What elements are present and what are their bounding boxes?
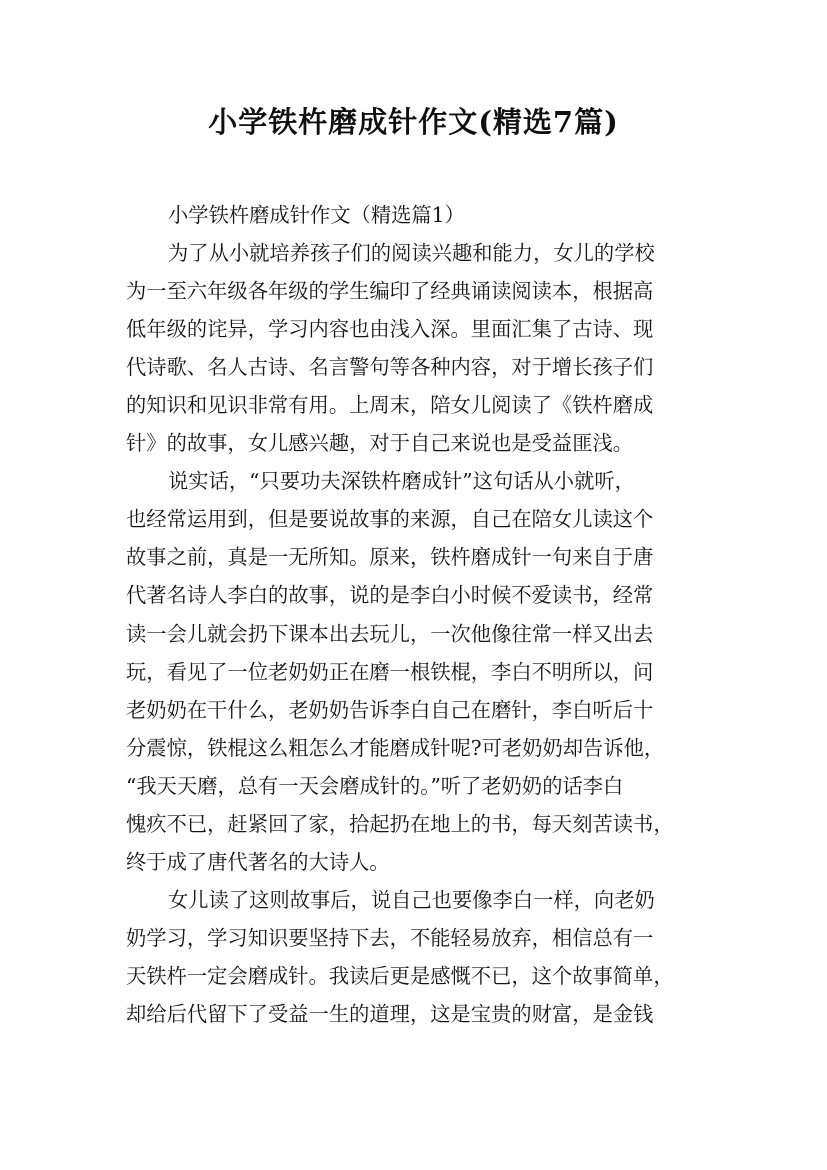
paragraph-line: 奶学习，学习知识要坚持下去，不能轻易放弃，相信总有一 xyxy=(126,925,654,950)
paragraph-line: 低年级的诧异，学习内容也由浅入深。里面汇集了古诗、现 xyxy=(126,317,654,342)
paragraph-line: 分震惊，铁棍这么粗怎么才能磨成针呢?可老奶奶却告诉他， xyxy=(126,735,665,760)
paragraph-line: 天铁杵一定会磨成针。我读后更是感慨不已，这个故事简单， xyxy=(126,963,674,988)
paragraph-line: 故事之前，真是一无所知。原来，铁杵磨成针一句来自于唐 xyxy=(126,545,654,570)
paragraph-line: 终于成了唐代著名的大诗人。 xyxy=(126,849,390,874)
section-heading: 小学铁杵磨成针作文（精选篇1） xyxy=(168,203,465,227)
paragraph-line: 代著名诗人李白的故事，说的是李白小时候不爱读书，经常 xyxy=(126,583,654,608)
paragraph-line: 却给后代留下了受益一生的道理，这是宝贵的财富，是金钱 xyxy=(126,1001,654,1026)
paragraph-line: 玩，看见了一位老奶奶正在磨一根铁棍，李白不明所以，问 xyxy=(126,659,654,684)
paragraph-line: 为了从小就培养孩子们的阅读兴趣和能力，女儿的学校 xyxy=(168,241,655,266)
paragraph-line: 读一会儿就会扔下课本出去玩儿，一次他像往常一样又出去 xyxy=(126,621,654,646)
paragraph-line: 女儿读了这则故事后，说自己也要像李白一样，向老奶 xyxy=(168,887,655,912)
document-title: 小学铁杵磨成针作文(精选7篇) xyxy=(208,105,619,139)
paragraph-line: 说实话，“只要功夫深铁杵磨成针”这句话从小就听， xyxy=(168,469,635,494)
paragraph-line: 的知识和见识非常有用。上周末，陪女儿阅读了《铁杵磨成 xyxy=(126,393,654,418)
paragraph-line: “我天天磨，总有一天会磨成针的。”听了老奶奶的话李白 xyxy=(126,773,624,798)
paragraph-line: 也经常运用到，但是要说故事的来源，自己在陪女儿读这个 xyxy=(126,507,654,532)
paragraph-line: 为一至六年级各年级的学生编印了经典诵读阅读本，根据高 xyxy=(126,279,654,304)
paragraph-line: 代诗歌、名人古诗、名言警句等各种内容，对于增长孩子们 xyxy=(126,355,654,380)
paragraph-line: 针》的故事，女儿感兴趣，对于自己来说也是受益匪浅。 xyxy=(126,431,634,456)
document-body xyxy=(126,196,706,1033)
paragraph-line: 老奶奶在干什么，老奶奶告诉李白自己在磨针，李白听后十 xyxy=(126,697,654,722)
paragraph-line: 愧疚不已，赶紧回了家，拾起扔在地上的书，每天刻苦读书， xyxy=(126,811,674,836)
